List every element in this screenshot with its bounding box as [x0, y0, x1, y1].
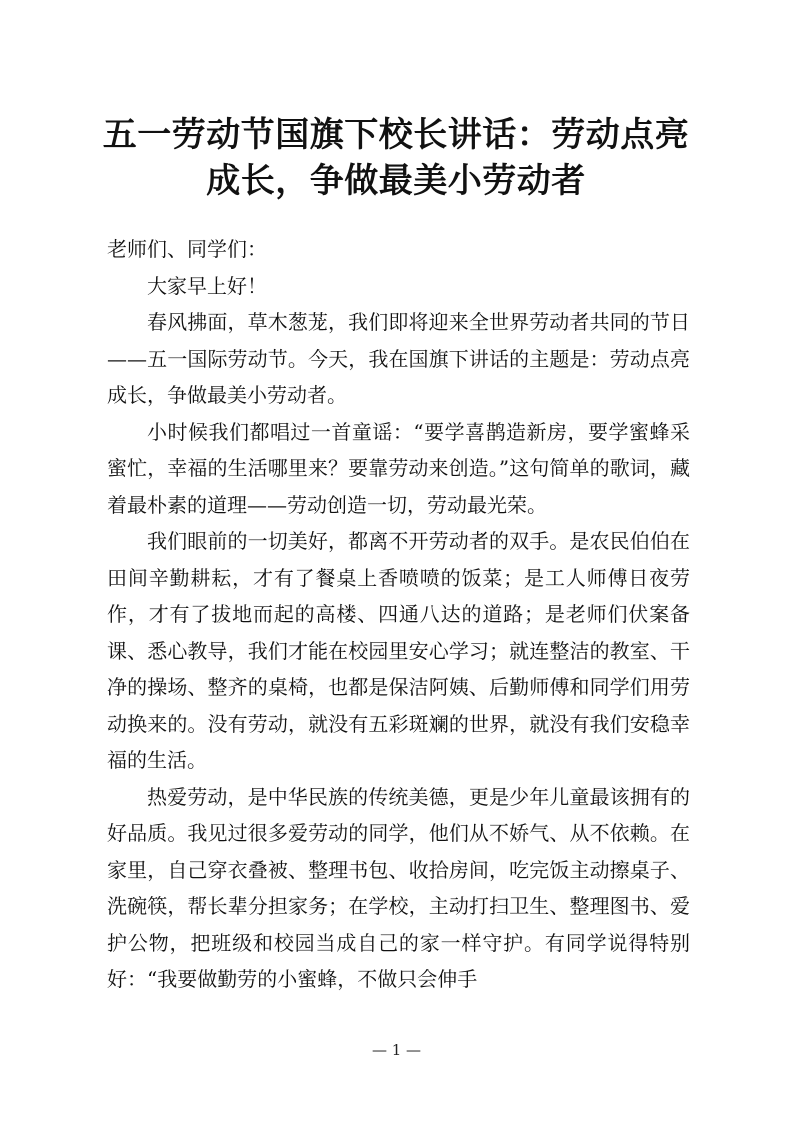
- paragraph-greeting: 大家早上好！: [147, 273, 267, 298]
- document-body: [107, 231, 690, 998]
- paragraph-virtue: 热爱劳动，是中华民族的传统美德，更是少年儿童最该拥有的好品质。我见过很多爱劳动的同学，他们从不娇气、从不依赖。在家里，自己穿衣叠被、整理书包、收拾房间，吃完饭主动擦桌子、洗碗筷，帮长辈分担家务；在学校，主动打扫卫生、整理图书、爱护公物，把班级和校园当成自己的家一样守护。有同学说得特别好：“我要做勤劳的小蜜蜂，不做只会伸手: [107, 784, 690, 991]
- paragraph-song: 小时候我们都唱过一首童谣：“要学喜鹊造新房，要学蜜蜂采蜜忙，幸福的生活哪里来？要靠劳动来创造。”这句简单的歌词，藏着最朴素的道理——劳动创造一切，劳动最光荣。: [107, 419, 690, 517]
- page-number: — 1 —: [371, 1041, 422, 1059]
- paragraph-laborers: 我们眼前的一切美好，都离不开劳动者的双手。是农民伯伯在田间辛勤耕耘，才有了餐桌上香喷喷的饭菜；是工人师傅日夜劳作，才有了拔地而起的高楼、四通八达的道路；是老师们伏案备课、悉心教导，我们才能在校园里安心学习；就连整洁的教室、干净的操场、整齐的桌椅，也都是保洁阿姨、后勤师傅和同学们用劳动换来的。没有劳动，就没有五彩斑斓的世界，就没有我们安稳幸福的生活。: [107, 529, 690, 772]
- document-title: 五一劳动节国旗下校长讲话：劳动点亮成长，争做最美小劳动者: [102, 115, 690, 201]
- paragraph-intro: 春风拂面，草木葱茏，我们即将迎来全世界劳动者共同的节日——五一国际劳动节。今天，我在国旗下讲话的主题是：劳动点亮成长，争做最美小劳动者。: [107, 310, 690, 407]
- salutation: 老师们、同学们：: [107, 237, 267, 261]
